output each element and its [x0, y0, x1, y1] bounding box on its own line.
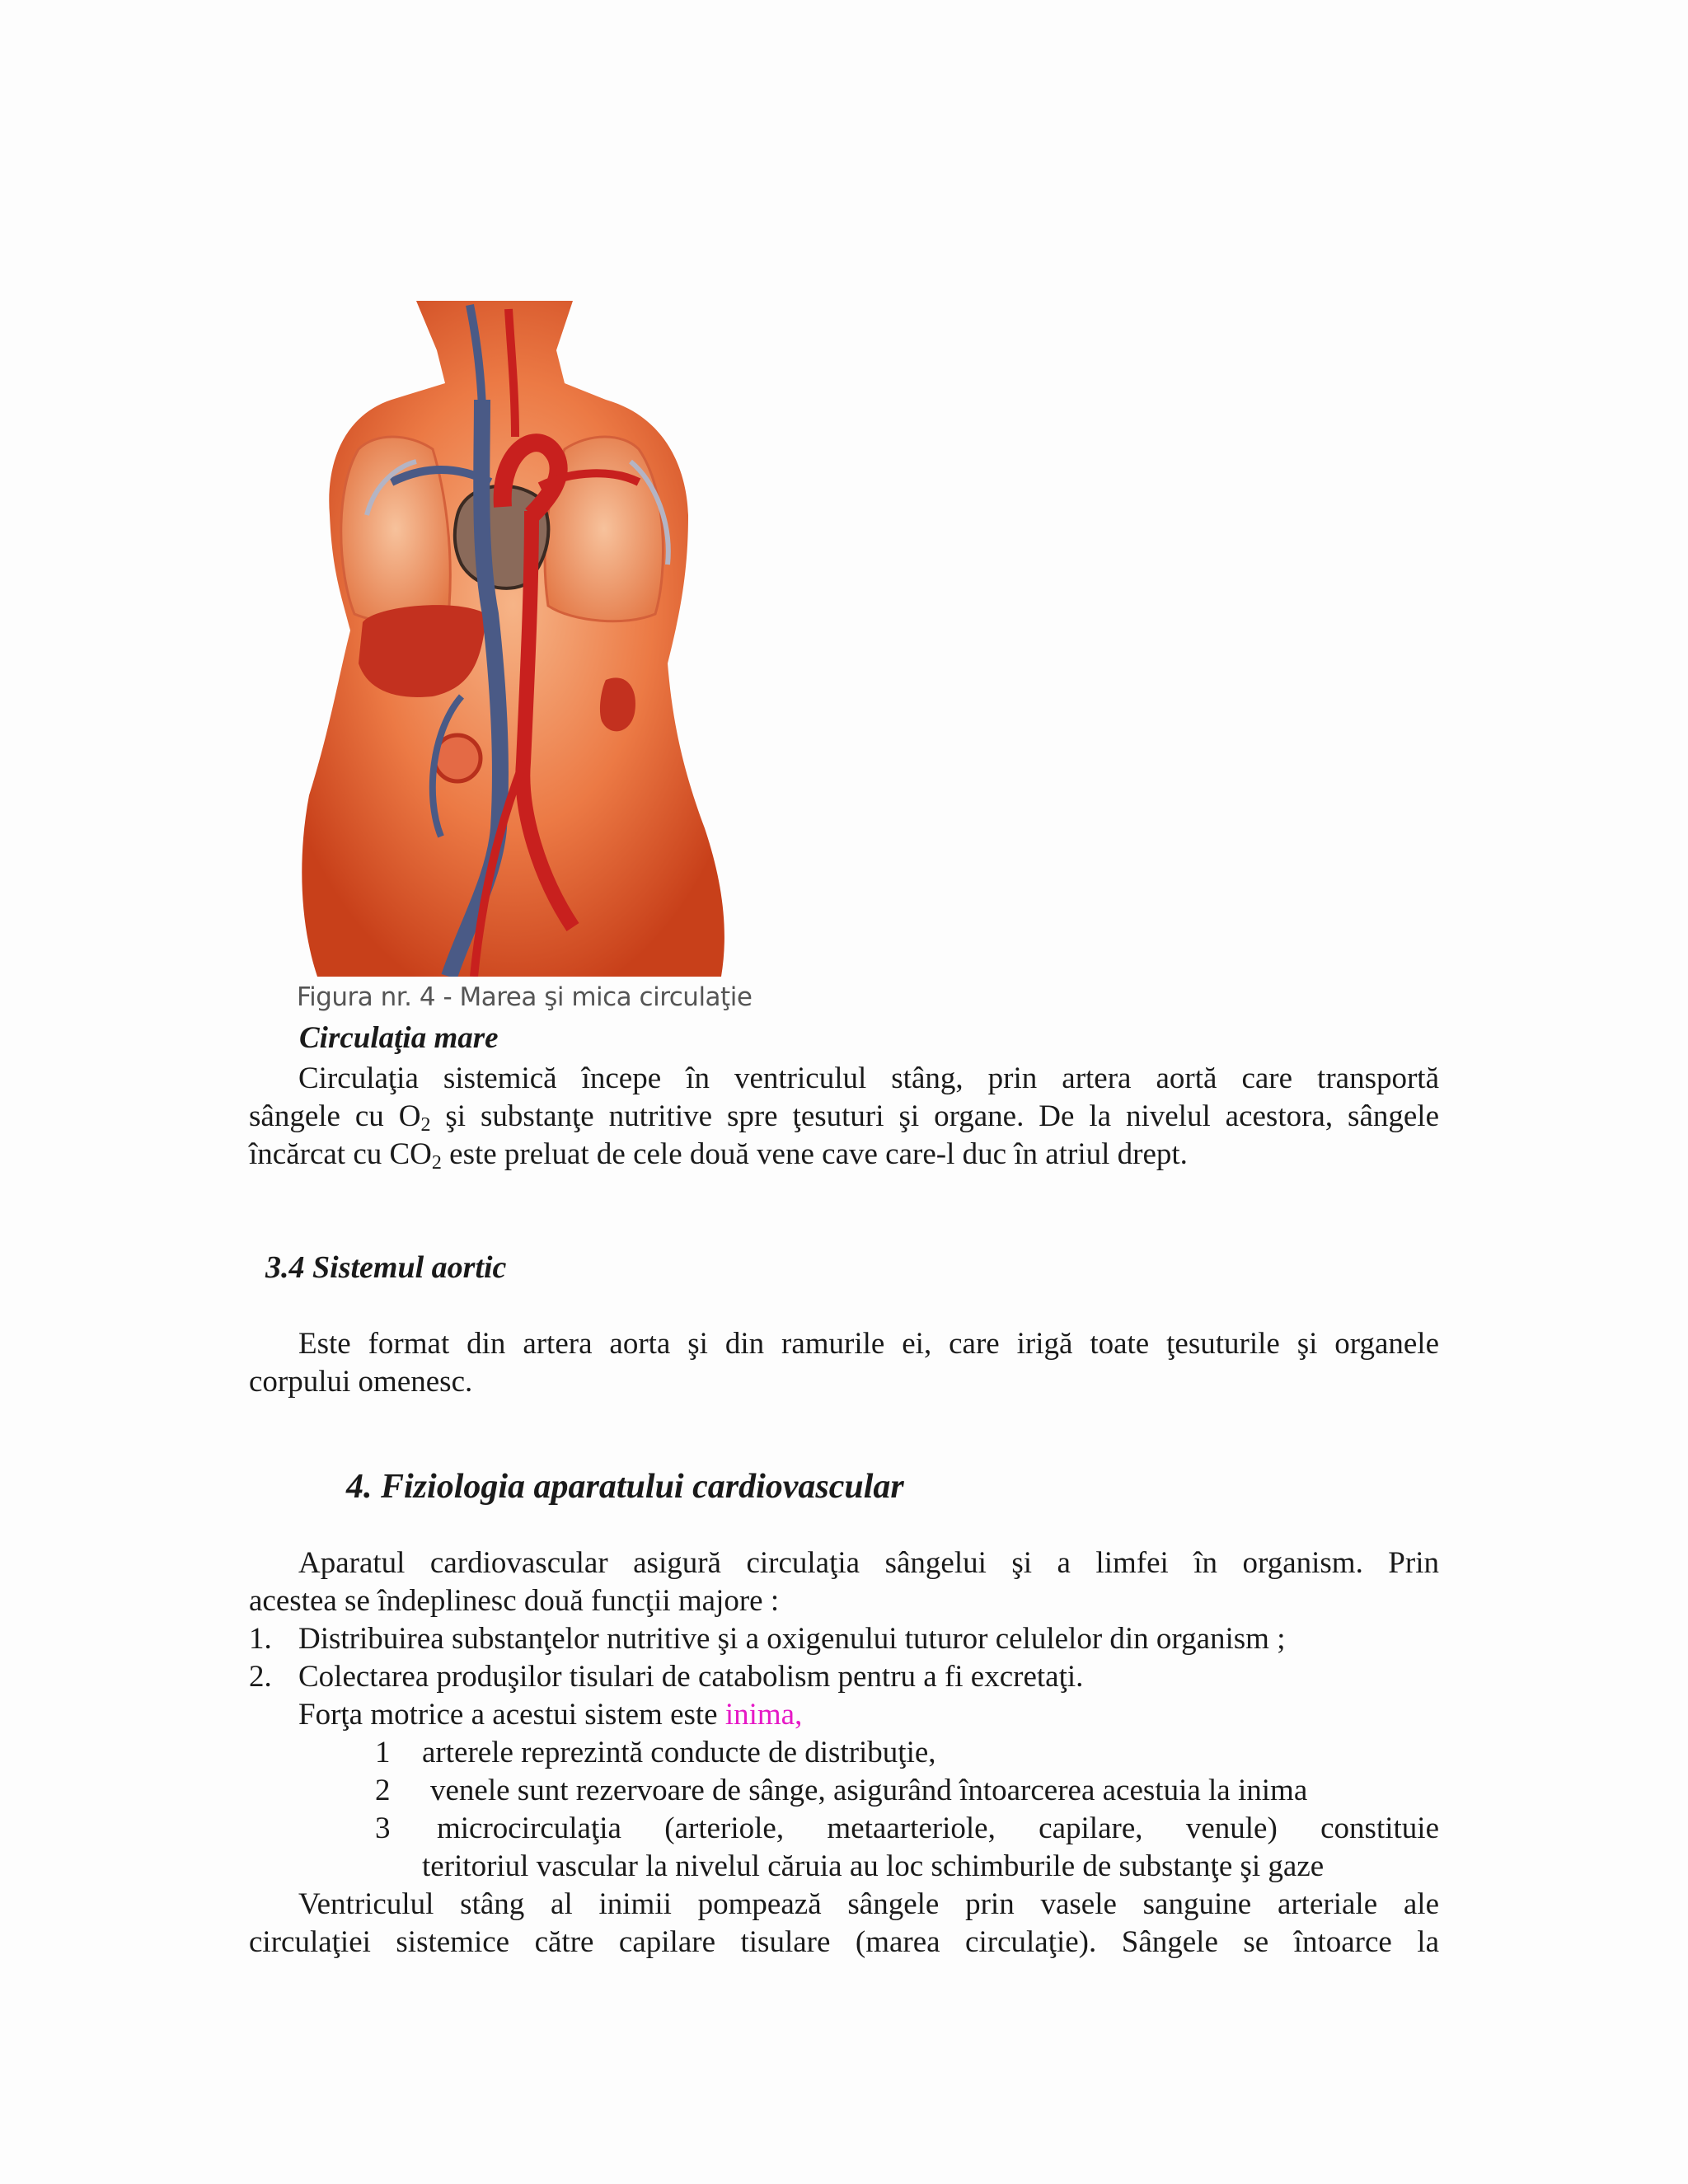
force-line	[298, 1696, 802, 1734]
sublist-number: 1	[375, 1736, 391, 1769]
text-line: Circulaţia sistemică începe în ventriculul stâng, prin artera aortă care transportă	[298, 1062, 1439, 1095]
text-line	[249, 1136, 1439, 1174]
sublist-number: 3	[375, 1811, 391, 1845]
text-fragment: şi substanţe nutritive spre ţesuturi şi organe. De la nivelul acestora, sângele	[430, 1099, 1439, 1133]
text-line: Aparatul cardiovascular asigură circulaţia sângelui şi a limfei în organism. Prin	[298, 1546, 1439, 1580]
sublist-continuation: teritoriul vascular la nivelul căruia au loc schimburile de substanţe şi gaze	[422, 1849, 1325, 1883]
sublist-item: microcirculaţia (arteriole, metaarteriole, capilare, venule) constituie	[437, 1811, 1439, 1845]
highlighted-word: inima,	[724, 1698, 803, 1732]
text-fragment: încărcat cu CO	[249, 1137, 432, 1171]
sublist-number: 2	[375, 1774, 391, 1807]
right-lung	[341, 437, 451, 621]
sublist-item: arterele reprezintă conducte de distribuţie,	[422, 1736, 936, 1769]
paragraph-aparatul-cardiovascular	[249, 1544, 1439, 1620]
paragraph-ventriculul	[249, 1886, 1439, 1961]
paragraph-circulatia-sistemica	[249, 1060, 1439, 1174]
section-title-circulatia-mare: Circulaţia mare	[299, 1021, 499, 1055]
section-heading-fiziologia: 4. Fiziologia aparatului cardiovascular	[346, 1468, 904, 1506]
subscript: 2	[420, 1114, 431, 1136]
text-line: Ventriculul stâng al inimii pompează sângele prin vasele sanguine arteriale ale	[298, 1887, 1439, 1921]
section-heading-sistemul-aortic: 3.4 Sistemul aortic	[265, 1250, 507, 1285]
text-line: acestea se îndeplinesc două funcţii majore :	[249, 1584, 780, 1618]
sublist-item: venele sunt rezervoare de sânge, asigurând întoarcerea acestuia la inima	[430, 1774, 1308, 1807]
figure-caption: Figura nr. 4 - Marea şi mica circulaţie	[297, 982, 753, 1012]
circulation-figure	[293, 301, 820, 977]
torso-circulation-illustration	[293, 301, 820, 977]
kidney	[600, 677, 635, 731]
text-fragment: Forţa motrice a acestui sistem este	[298, 1698, 725, 1732]
text-line: Este format din artera aorta şi din ramurile ei, care irigă toate ţesuturile şi organele	[298, 1327, 1439, 1361]
list-item: Colectarea produşilor tisulari de catabolism pentru a fi excretaţi.	[298, 1660, 1084, 1694]
paragraph-sistemul-aortic	[249, 1325, 1439, 1401]
list-item-number: 1.	[249, 1622, 272, 1656]
list-item-number: 2.	[249, 1660, 272, 1694]
list-item: Distribuirea substanţelor nutritive şi a oxigenului tuturor celulelor din organism ;	[298, 1622, 1286, 1656]
subscript: 2	[431, 1152, 442, 1174]
text-line: corpului omenesc.	[249, 1365, 473, 1399]
text-line	[249, 1098, 1439, 1136]
text-fragment: sângele cu O	[249, 1099, 421, 1133]
text-fragment: este preluat de cele două vene cave care-l duc în atriul drept.	[441, 1137, 1188, 1171]
text-line: circulaţiei sistemice către capilare tisulare (marea circulaţie). Sângele se întoarce la	[249, 1925, 1439, 1959]
